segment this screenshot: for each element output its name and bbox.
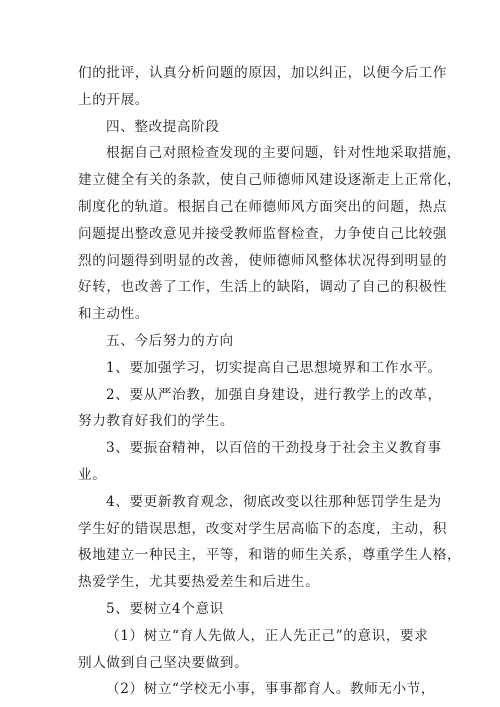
paragraph-line: 极地建立一种民主，平等，和谐的师生关系，尊重学生人格，	[78, 547, 462, 564]
indented-line: 五、今后努力的方向	[106, 333, 234, 349]
paragraph-line: 们的批评，认真分析问题的原因，加以纠正，以便今后工作	[78, 65, 448, 81]
indented-line: 1、要加强学习，切实提高自己思想境界和工作水平。	[106, 359, 442, 376]
indented-line: 3、要振奋精神，以百倍的干劲投身于社会主义教育事	[106, 440, 442, 457]
indented-line: （2）树立“学校无小事，事事都育人。教师无小节，	[106, 681, 436, 698]
paragraph-line: 别人做到自己坚决要做到。	[78, 654, 249, 671]
paragraph-line: 好转，也改善了工作，生活上的缺陷，调动了自己的积极性	[78, 279, 448, 296]
paragraph-line: 和主动性。	[78, 306, 149, 323]
paragraph-line: 制度化的轨道。根据自己在师德师风方面突出的问题，热点	[78, 199, 448, 215]
paragraph-line: 努力教育好我们的学生。	[78, 413, 235, 430]
paragraph-line: 热爱学生，尤其要热爱差生和后进生。	[78, 574, 320, 591]
paragraph-line: 学生好的错误思想，改变对学生居高临下的态度，主动，积	[78, 520, 448, 537]
indented-line: （1）树立“育人先做人，正人先正己”的意识，要求	[106, 627, 429, 644]
paragraph-line: 烈的问题得到明显的改善，使师德师风整体状况得到明显的	[78, 252, 448, 269]
indented-line: 根据自己对照检查发现的主要问题，针对性地采取措施，	[106, 145, 461, 162]
indented-line: 四、整改提高阶段	[106, 118, 220, 135]
paragraph-line: 业。	[78, 467, 107, 483]
indented-line: 2、要从严治教，加强自身建设，进行教学上的改革，	[106, 386, 442, 403]
paragraph-line: 建立健全有关的条款，使自己师德师风建设逐渐走上正常化，	[78, 172, 462, 189]
paragraph-line: 问题提出整改意见并接受教师监督检查，力争使自己比较强	[78, 225, 448, 242]
paragraph-line: 上的开展。	[78, 91, 149, 108]
indented-line: 5、要树立4个意识	[106, 601, 224, 617]
indented-line: 4、要更新教育观念，彻底改变以往那种惩罚学生是为	[106, 493, 442, 510]
